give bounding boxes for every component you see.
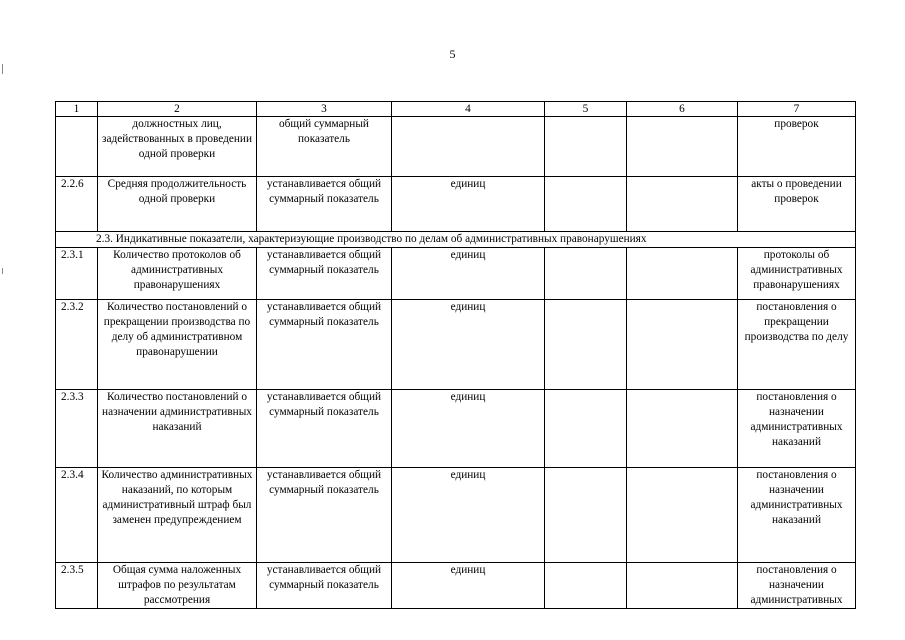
indicator-col6 bbox=[627, 248, 738, 300]
row-number: 2.3.3 bbox=[56, 390, 98, 468]
indicator-col5 bbox=[545, 390, 627, 468]
column-header: 4 bbox=[392, 102, 545, 117]
page-number: 5 bbox=[449, 47, 456, 61]
row-number bbox=[56, 117, 98, 177]
indicator-method: устанавливается общий суммарный показатель bbox=[257, 300, 392, 390]
indicator-method: устанавливается общий суммарный показатель bbox=[257, 390, 392, 468]
indicator-col6 bbox=[627, 563, 738, 609]
indicator-col5 bbox=[545, 468, 627, 563]
indicator-name: Общая сумма наложенных штрафов по результатам рассмотрения bbox=[98, 563, 257, 609]
indicator-source: проверок bbox=[738, 117, 856, 177]
table-row bbox=[56, 468, 856, 563]
row-number: 2.3.2 bbox=[56, 300, 98, 390]
indicator-col6 bbox=[627, 300, 738, 390]
table-row bbox=[56, 117, 856, 177]
indicator-unit: единиц bbox=[392, 390, 545, 468]
indicator-col5 bbox=[545, 177, 627, 232]
indicator-unit: единиц bbox=[392, 563, 545, 609]
column-header: 5 bbox=[545, 102, 627, 117]
table-row bbox=[56, 248, 856, 300]
scan-mark bbox=[2, 268, 3, 274]
indicator-col6 bbox=[627, 117, 738, 177]
indicator-unit: единиц bbox=[392, 248, 545, 300]
table-row bbox=[56, 563, 856, 609]
indicator-col5 bbox=[545, 248, 627, 300]
row-number: 2.2.6 bbox=[56, 177, 98, 232]
indicator-col5 bbox=[545, 300, 627, 390]
indicator-method: устанавливается общий суммарный показатель bbox=[257, 563, 392, 609]
column-header: 3 bbox=[257, 102, 392, 117]
indicator-source: протоколы об административных правонарушениях bbox=[738, 248, 856, 300]
row-number: 2.3.5 bbox=[56, 563, 98, 609]
indicator-col5 bbox=[545, 563, 627, 609]
indicator-source: постановления о назначении административных наказаний bbox=[738, 390, 856, 468]
indicator-unit: единиц bbox=[392, 468, 545, 563]
indicator-source: постановления о назначении административных bbox=[738, 563, 856, 609]
indicator-method: устанавливается общий суммарный показатель bbox=[257, 248, 392, 300]
indicator-source: акты о проведении проверок bbox=[738, 177, 856, 232]
indicator-name: Количество административных наказаний, по которым административный штраф был заменен предупреждением bbox=[98, 468, 257, 563]
indicator-source: постановления о прекращении производства по делу bbox=[738, 300, 856, 390]
indicator-col5 bbox=[545, 117, 627, 177]
column-header: 7 bbox=[738, 102, 856, 117]
section-row bbox=[56, 232, 856, 248]
column-header: 2 bbox=[98, 102, 257, 117]
indicator-unit: единиц bbox=[392, 300, 545, 390]
indicator-name: должностных лиц, задействованных в проведении одной проверки bbox=[98, 117, 257, 177]
indicator-name: Средняя продолжительность одной проверки bbox=[98, 177, 257, 232]
table-header-row bbox=[56, 102, 856, 117]
indicator-name: Количество постановлений о назначении административных наказаний bbox=[98, 390, 257, 468]
scan-mark bbox=[2, 64, 3, 74]
section-title: 2.3. Индикативные показатели, характеризующие производство по делам об административных правонарушениях bbox=[56, 232, 856, 248]
indicator-unit: единиц bbox=[392, 177, 545, 232]
indicators-table bbox=[55, 101, 856, 609]
table-row bbox=[56, 390, 856, 468]
column-header: 1 bbox=[56, 102, 98, 117]
column-header: 6 bbox=[627, 102, 738, 117]
table-row bbox=[56, 300, 856, 390]
indicator-method: устанавливается общий суммарный показатель bbox=[257, 177, 392, 232]
indicator-name: Количество постановлений о прекращении производства по делу об административном правонарушении bbox=[98, 300, 257, 390]
indicator-col6 bbox=[627, 177, 738, 232]
table-row bbox=[56, 177, 856, 232]
indicator-source: постановления о назначении административных наказаний bbox=[738, 468, 856, 563]
indicator-method: общий суммарный показатель bbox=[257, 117, 392, 177]
row-number: 2.3.1 bbox=[56, 248, 98, 300]
indicator-name: Количество протоколов об административных правонарушениях bbox=[98, 248, 257, 300]
indicator-col6 bbox=[627, 468, 738, 563]
indicator-method: устанавливается общий суммарный показатель bbox=[257, 468, 392, 563]
indicator-unit bbox=[392, 117, 545, 177]
indicator-col6 bbox=[627, 390, 738, 468]
row-number: 2.3.4 bbox=[56, 468, 98, 563]
